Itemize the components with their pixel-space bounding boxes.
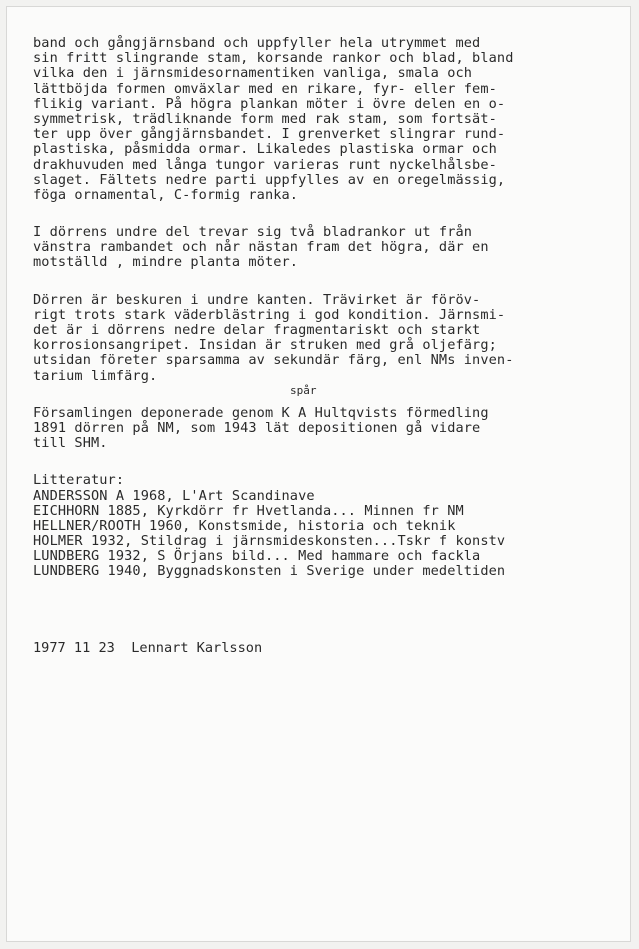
literature-entry: HOLMER 1932, Stildrag i järnsmideskonsten...Tskr f konstv: [33, 533, 506, 550]
text-line: 1891 dörren på NM, som 1943 lät depositionen gå vidare: [33, 419, 481, 436]
text-line: Församlingen deponerade genom K A Hultqvists förmedling: [33, 404, 489, 421]
text-line: rigt trots stark väderblästring i god kondition. Järnsmi-: [33, 306, 506, 323]
literature-entry: HELLNER/ROOTH 1960, Konstsmide, historia och teknik: [33, 517, 456, 534]
paragraph-lower-door: [33, 225, 623, 271]
text-line: ter upp över gångjärnsbandet. I grenverket slingrar rund-: [33, 126, 506, 143]
text-line: utsidan företer sparsamma av sekundär färg, enl NMs inven-: [33, 352, 514, 369]
text-line: det är i dörrens nedre delar fragmentariskt och starkt: [33, 322, 481, 338]
text-line: symmetrisk, trädliknande form med rak stam, som fortsät-: [33, 110, 497, 127]
text-line: flikig variant. På högra plankan möter i övre delen en o-: [33, 95, 506, 112]
text-line: I dörrens undre del trevar sig två bladrankor ut från: [33, 224, 473, 241]
handwritten-correction: spår: [290, 384, 317, 397]
literature-entry: LUNDBERG 1932, S Örjans bild... Med hammare och fackla: [33, 548, 481, 565]
text-line: motställd , mindre planta möter.: [33, 254, 299, 271]
text-line: föga ornamental, C-formig ranka.: [33, 186, 299, 203]
text-line: slaget. Fältets nedre parti uppfylles av en oregelmässig,: [33, 171, 506, 188]
paragraph-condition: [33, 293, 623, 384]
literature-heading: Litteratur:: [33, 472, 125, 489]
text-line: vilka den i järnsmidesornamentiken vanliga, smala och: [33, 65, 473, 82]
card-text: [33, 36, 623, 602]
text-line: vänstra rambandet och når nästan fram det högra, där en: [33, 239, 489, 256]
text-line: tarium limfärg.: [33, 367, 158, 384]
literature-entry: LUNDBERG 1940, Byggnadskonsten i Sverige under medeltiden: [33, 563, 506, 580]
paragraph-ornament: [33, 36, 623, 203]
text-line: plastiska, påsmidda ormar. Likaledes plastiska ormar och: [33, 141, 497, 158]
literature-entry: EICHHORN 1885, Kyrkdörr fr Hvetlanda... Minnen fr NM: [33, 502, 464, 519]
literature-entry: ANDERSSON A 1968, L'Art Scandinave: [33, 487, 315, 504]
text-line: lättböjda formen omväxlar med en rikare, fyr- eller fem-: [33, 80, 497, 97]
text-line: drakhuvuden med långa tungor varieras runt nyckelhålsbe-: [33, 156, 497, 173]
text-line: till SHM.: [33, 435, 108, 452]
text-line: korrosionsangripet. Insidan är struken med grå oljefärg;: [33, 337, 497, 354]
date-and-author: 1977 11 23 Lennart Karlsson: [33, 640, 263, 656]
paragraph-provenance: [33, 406, 623, 452]
text-line: Dörren är beskuren i undre kanten. Trävirket är föröv-: [33, 291, 481, 308]
text-line: sin fritt slingrande stam, korsande rankor och blad, bland: [33, 50, 514, 67]
text-line: band och gångjärnsband och uppfyller hela utrymmet med: [33, 35, 481, 51]
literature-list: [33, 473, 623, 579]
